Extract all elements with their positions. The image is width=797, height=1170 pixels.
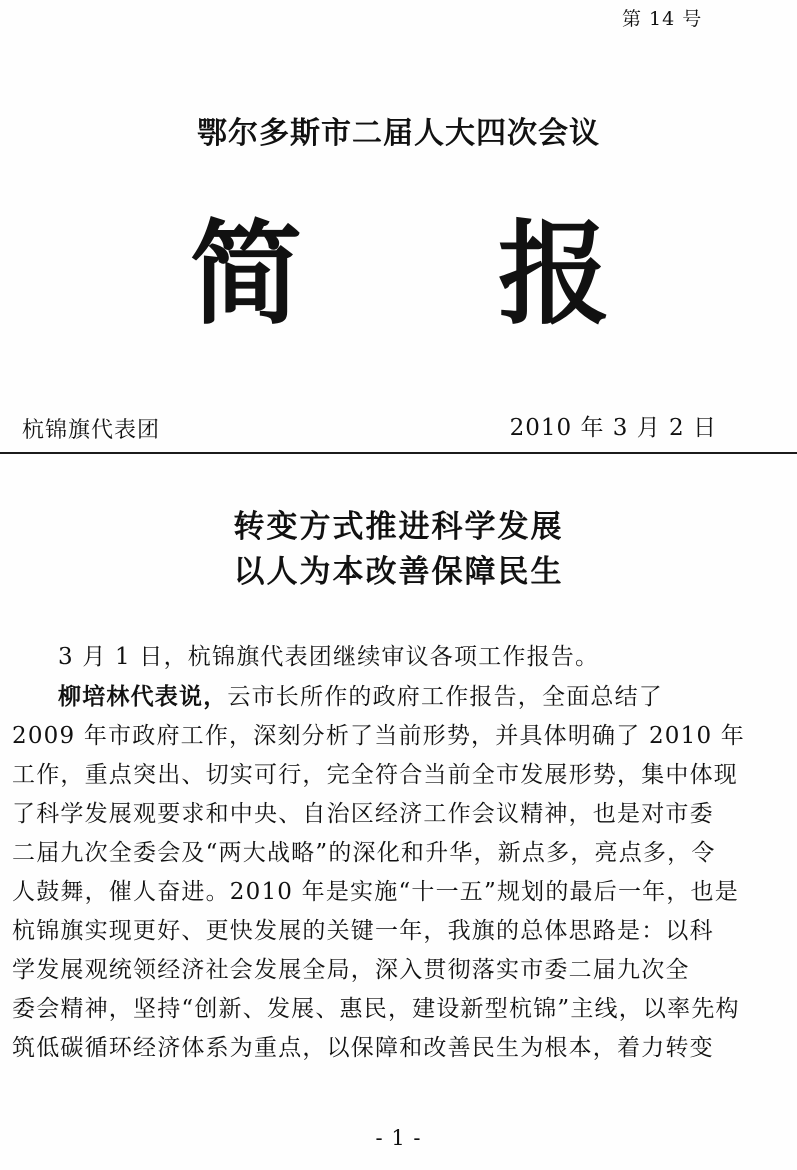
body-line-3: 了科学发展观要求和中央、自治区经济工作会议精神，也是对市委 <box>12 801 714 827</box>
brief-title-char-1: 简 <box>190 209 302 340</box>
headline-line-2: 以人为本改善保障民生 <box>233 553 564 590</box>
speaker-text: 云市长所作的政府工作报告，全面总结了 <box>227 684 664 710</box>
issue-number: 第 14 号 <box>622 8 703 30</box>
body-paragraph-1: 3 月 1 日，杭锦旗代表团继续审议各项工作报告。 <box>58 644 600 670</box>
body-paragraph-2-first-line <box>12 677 774 717</box>
page-number: - 1 - <box>375 1126 422 1150</box>
body-line-5: 人鼓舞，催人奋进。2010 年是实施“十一五”规划的最后一年，也是 <box>12 879 739 905</box>
report-date: 2010 年 3 月 2 日 <box>509 415 717 441</box>
header-divider <box>0 452 797 454</box>
body-line-7: 学发展观统领经济社会发展全局，深入贯彻落实市委二届九次全 <box>12 957 690 983</box>
body-line-6: 杭锦旗实现更好、更快发展的关键一年，我旗的总体思路是：以科 <box>12 918 714 944</box>
body-line-9: 筑低碳循环经济体系为重点，以保障和改善民生为根本，着力转变 <box>12 1035 714 1061</box>
delegation-name: 杭锦旗代表团 <box>22 418 161 443</box>
headline-line-1: 转变方式推进科学发展 <box>233 509 564 545</box>
body-line-8: 委会精神，坚持“创新、发展、惠民，建设新型杭锦”主线，以率先构 <box>12 996 740 1022</box>
article-headline <box>0 505 797 595</box>
article-body <box>12 638 774 1068</box>
brief-title-char-2: 报 <box>498 209 610 340</box>
brief-title <box>190 205 610 345</box>
body-line-4: 二届九次全委会及“两大战略”的深化和升华，新点多，亮点多，令 <box>12 840 716 866</box>
meeting-title: 鄂尔多斯市二届人大四次会议 <box>197 116 600 151</box>
body-line-2: 工作，重点突出、切实可行，完全符合当前全市发展形势，集中体现 <box>12 762 738 788</box>
speaker-name: 柳培林代表说， <box>58 683 228 710</box>
body-line-1: 2009 年市政府工作，深刻分析了当前形势，并具体明确了 2010 年 <box>12 723 745 749</box>
